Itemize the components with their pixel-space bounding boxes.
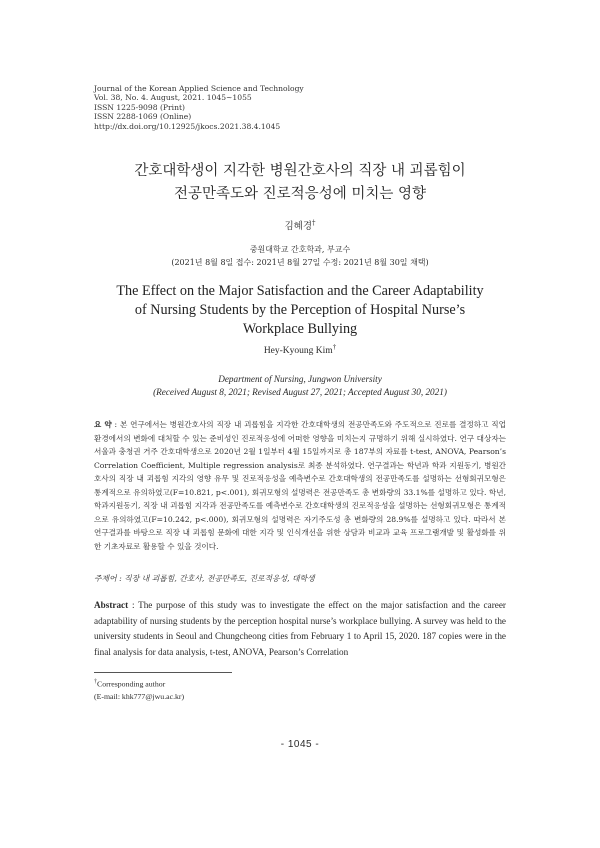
footnote-line-1: Corresponding author (97, 679, 166, 689)
korean-affiliation (0, 243, 600, 269)
journal-header (94, 84, 304, 131)
korean-abstract-label: 요 약 (94, 420, 112, 429)
doi-link[interactable]: http://dx.doi.org/10.12925/jkocs.2021.38.4.1045 (94, 121, 281, 131)
english-abstract-label: Abstract (94, 600, 129, 610)
english-author (0, 343, 600, 356)
footnote-email: (E-mail: khk777@jwu.ac.kr) (94, 691, 185, 701)
english-title (100, 282, 500, 339)
journal-name: Journal of the Korean Applied Science and Technology (94, 84, 304, 93)
english-author-mark: † (332, 343, 337, 351)
korean-abstract-text: : 본 연구에서는 병원간호사의 직장 내 괴롭힘을 지각한 간호대학생의 전공만족도와 주도적으로 진로를 결정하고 직업환경에서의 변화에 대처할 수 있는 준비성인 진로적응성에 어떠한 영향을 미치는지 규명하기 위해 실시하였다. 연구 대상자는 서울과 충청권 거주 간호대학생으로 2020년 2월 1일부터 4월 15일까지로 총 187부의 자료를 t-test, ANOVA, Pearson’s Correlation Coefficient, Multiple regression analysis로 최종 분석하였다. 연구결과는 학년과 학과 지원동기, 병원간호사의 직장 내 괴롭힘 지각의 영향 유무 및 진로적응성을 예측변수로 간호대학생의 전공만족도를 설명하는 선형회귀모형은 통계적으로 유의하였고(F=10.821, p<.001), 회귀모형의 설명력은 전공만족도 총 변화량의 33.1%를 설명하고 있다. 학년, 학과지원동기, 직장 내 괴롭힘 지각과 전공만족도를 예측변수로 간호대학생의 진로적응성을 설명하는 선형회귀모형은 통계적으로 유의하였고(F=10.242, p<.000), 회귀모형의 설명력은 자기주도성 총 변화량의 28.9%를 설명하고 있다. 따라서 본 연구결과를 바탕으로 직장 내 괴롭힘 문화에 대한 지각 및 인식개선을 위한 상담과 비교과 교육 프로그램개발 및 활성화를 위한 기초자료로 활용할 수 있을 것이다. (94, 420, 506, 551)
korean-title-line-2: 전공만족도와 진로적응성에 미치는 영향 (174, 186, 426, 202)
page-number: - 1045 - (280, 739, 320, 750)
issn-online: ISSN 2288-1069 (Online) (94, 112, 192, 122)
english-abstract-text: : The purpose of this study was to investigate the effect on the major satisfaction and the career adaptability of nursing students by the perception hospital nurse’s workplace bullying. A survey was held to the university students in Seoul and Chungcheong cities from February 1 to April 15, 2020. 187 copies were in the final analysis for data analysis, t-test, ANOVA, Pearson’s Correlation (94, 600, 506, 657)
issn-print: ISSN 1225-9098 (Print) (94, 102, 185, 112)
journal-volume: Vol. 38, No. 4. August, 2021. 1045~1055 (94, 93, 252, 103)
korean-abstract (94, 418, 506, 553)
english-dates: (Received August 8, 2021; Revised August 27, 2021; Accepted August 30, 2021) (153, 386, 447, 397)
footnote (94, 676, 184, 703)
english-author-name: Hey-Kyoung Kim (263, 346, 333, 357)
english-abstract (94, 598, 506, 660)
korean-title-line-1: 간호대학생이 지각한 병원간호사의 직장 내 괴롭힘이 (134, 163, 466, 179)
english-title-line-3: Workplace Bullying (242, 321, 358, 337)
korean-dates: (2021년 8월 8일 접수: 2021년 8월 27일 수정: 2021년 8월 30일 채택) (171, 258, 429, 267)
korean-author-name: 김혜경 (284, 221, 313, 232)
korean-author-mark: † (312, 218, 316, 227)
footnote-mark: † (94, 679, 97, 685)
korean-author (0, 218, 600, 232)
korean-affiliation-name: 중원대학교 간호학과, 부교수 (249, 245, 351, 254)
korean-title (0, 160, 600, 206)
english-title-line-2: of Nursing Students by the Perception of Hospital Nurse’s (134, 302, 466, 318)
english-affiliation (0, 373, 600, 398)
korean-keywords: 주제어 : 직장 내 괴롭힘, 간호사, 전공만족도, 진로적응성, 대학생 (94, 574, 315, 583)
english-title-line-1: The Effect on the Major Satisfaction and the Career Adaptability (116, 283, 484, 299)
footnote-divider (94, 672, 232, 673)
english-affiliation-name: Department of Nursing, Jungwon University (218, 374, 382, 384)
